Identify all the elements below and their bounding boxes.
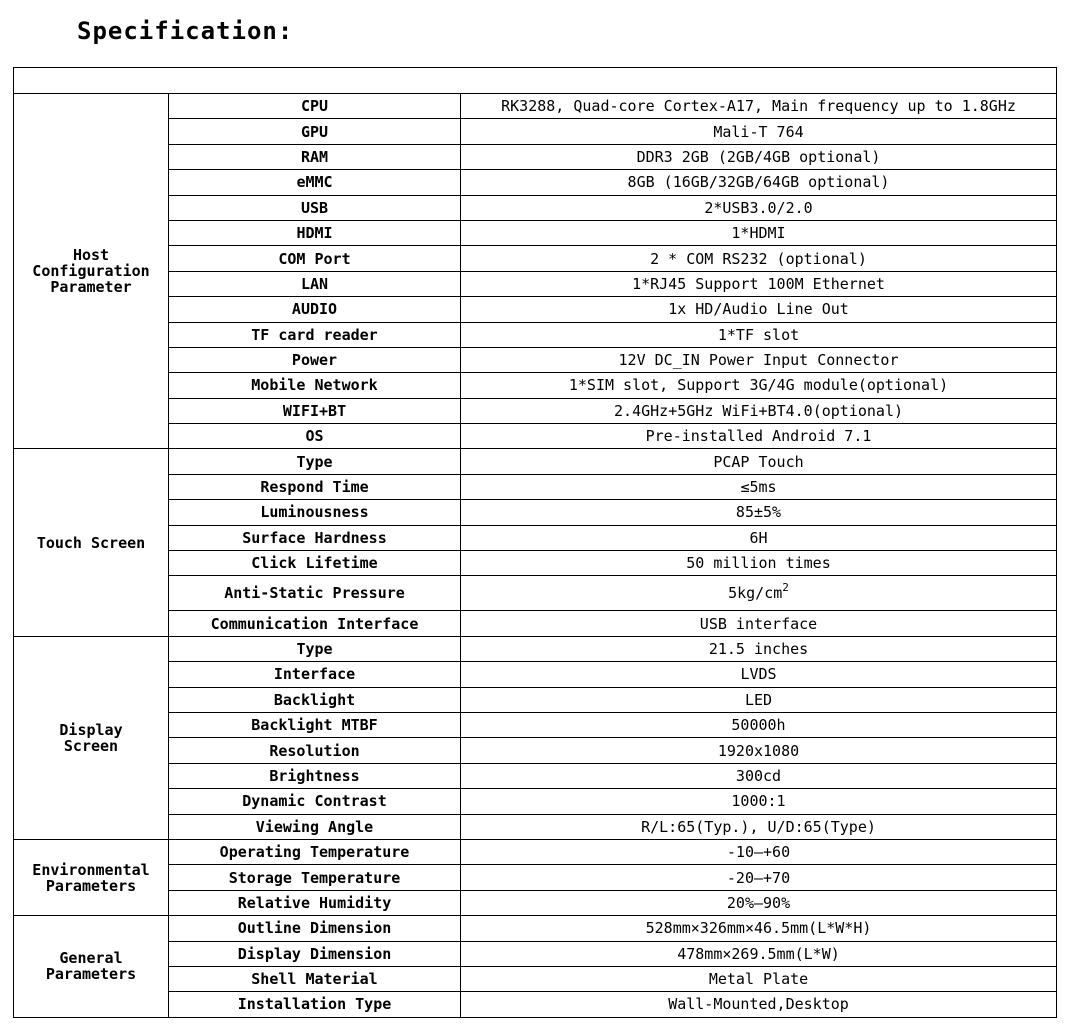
parameter-value-text: 1920x1080 (717, 741, 800, 760)
table-row (14, 789, 1057, 814)
section-label-line: Screen (63, 736, 119, 755)
parameter-value (461, 449, 1057, 474)
parameter-value-text: LVDS (740, 665, 777, 684)
table-row (14, 474, 1057, 499)
parameter-value-text: 50000h (731, 716, 786, 735)
table-row (14, 500, 1057, 525)
parameter-name: Display Dimension (169, 941, 461, 966)
parameter-name: Type (169, 449, 461, 474)
parameter-value (461, 500, 1057, 525)
specification-table (13, 67, 1057, 1018)
section-label-line: Configuration (32, 262, 150, 281)
parameter-value (461, 94, 1057, 119)
parameter-value-text: 5kg/cm (728, 584, 783, 603)
table-row (14, 738, 1057, 763)
parameter-value (461, 687, 1057, 712)
parameter-value (461, 170, 1057, 195)
parameter-name: Type (169, 636, 461, 661)
parameter-name: TF card reader (169, 322, 461, 347)
parameter-name: Surface Hardness (169, 525, 461, 550)
parameter-value (461, 271, 1057, 296)
section-label-line: Parameters (45, 876, 137, 895)
parameter-value (461, 992, 1057, 1017)
parameter-value-text: 50 million times (686, 554, 831, 573)
parameter-value (461, 144, 1057, 169)
section-label (14, 839, 169, 915)
table-row (14, 271, 1057, 296)
parameter-value-text: 300cd (735, 766, 782, 785)
table-row (14, 144, 1057, 169)
parameter-value (461, 424, 1057, 449)
table-header-row (14, 68, 1057, 94)
parameter-value (461, 525, 1057, 550)
parameter-name: Backlight MTBF (169, 712, 461, 737)
parameter-value-text: 20%—90% (726, 893, 791, 912)
table-row (14, 424, 1057, 449)
table-row (14, 322, 1057, 347)
parameter-value (461, 636, 1057, 661)
parameter-name: Backlight (169, 687, 461, 712)
parameter-value-text: 2.4GHz+5GHz WiFi+BT4.0(optional) (614, 401, 903, 420)
parameter-value-text: 21.5 inches (708, 640, 809, 658)
parameter-value (461, 763, 1057, 788)
parameter-name: Respond Time (169, 474, 461, 499)
parameter-value-text: 2*USB3.0/2.0 (704, 198, 813, 217)
parameter-value-text: ≤5ms (740, 478, 777, 497)
section-label (14, 94, 169, 449)
parameter-name: Installation Type (169, 992, 461, 1017)
parameter-name: Anti-Static Pressure (169, 576, 461, 611)
parameter-name: WIFI+BT (169, 398, 461, 423)
parameter-name: Storage Temperature (169, 865, 461, 890)
parameter-value-text: 528mm×326mm×46.5mm(L*W*H) (645, 919, 872, 938)
parameter-name: Communication Interface (169, 611, 461, 636)
parameter-value (461, 738, 1057, 763)
parameter-value-text: 6H (749, 528, 768, 547)
table-row (14, 170, 1057, 195)
table-row (14, 347, 1057, 372)
table-header-cell (14, 68, 1057, 94)
table-row (14, 297, 1057, 322)
table-row (14, 195, 1057, 220)
section-label-line: Environmental (32, 860, 150, 879)
parameter-name: Operating Temperature (169, 839, 461, 864)
parameter-value (461, 941, 1057, 966)
parameter-value-text: Metal Plate (708, 970, 809, 989)
parameter-value-text: 478mm×269.5mm(L*W) (677, 944, 840, 963)
parameter-value (461, 297, 1057, 322)
section-label (14, 916, 169, 1018)
parameter-value-text: LED (744, 690, 773, 709)
parameter-name: Brightness (169, 763, 461, 788)
parameter-value (461, 474, 1057, 499)
parameter-name: Mobile Network (169, 373, 461, 398)
parameter-value-text: 1*SIM slot, Support 3G/4G module(optional) (568, 376, 949, 395)
parameter-name: Dynamic Contrast (169, 789, 461, 814)
table-row (14, 636, 1057, 661)
table-row (14, 525, 1057, 550)
parameter-value-text: 1000:1 (731, 792, 786, 811)
parameter-value (461, 576, 1057, 611)
parameter-value (461, 916, 1057, 941)
parameter-name: Power (169, 347, 461, 372)
table-row (14, 94, 1057, 119)
section-label-line: Parameter (50, 278, 132, 297)
parameter-value (461, 890, 1057, 915)
table-row (14, 246, 1057, 271)
parameter-value-text: DDR3 2GB (2GB/4GB optional) (636, 147, 881, 166)
parameter-value (461, 966, 1057, 991)
parameter-value-text: 12V DC_IN Power Input Connector (618, 351, 899, 370)
section-label (14, 636, 169, 839)
parameter-name: Viewing Angle (169, 814, 461, 839)
parameter-value (461, 398, 1057, 423)
table-row (14, 373, 1057, 398)
parameter-value-text: USB interface (699, 614, 818, 633)
parameter-value (461, 246, 1057, 271)
parameter-name: AUDIO (169, 297, 461, 322)
parameter-value-text: -20—+70 (726, 868, 791, 887)
parameter-value (461, 551, 1057, 576)
table-row (14, 992, 1057, 1017)
section-label (14, 449, 169, 636)
parameter-value-text: 1*HDMI (731, 224, 786, 243)
parameter-name: COM Port (169, 246, 461, 271)
parameter-name: CPU (169, 94, 461, 119)
table-row (14, 220, 1057, 245)
table-row (14, 398, 1057, 423)
parameter-value (461, 789, 1057, 814)
section-label-line: General (59, 949, 123, 968)
section-label-line: Host (72, 246, 110, 265)
parameter-value-text: 2 * COM RS232 (optional) (650, 249, 867, 268)
parameter-value (461, 373, 1057, 398)
parameter-name: HDMI (169, 220, 461, 245)
parameter-value (461, 220, 1057, 245)
table-row (14, 576, 1057, 611)
parameter-value-text: 8GB (16GB/32GB/64GB optional) (627, 173, 890, 192)
parameter-value-text: Mali-T 764 (713, 122, 804, 141)
table-row (14, 662, 1057, 687)
parameter-value-text: Pre-installed Android 7.1 (645, 427, 872, 446)
table-row (14, 941, 1057, 966)
parameter-value-text: PCAP Touch (713, 452, 804, 471)
parameter-name: Click Lifetime (169, 551, 461, 576)
parameter-value (461, 662, 1057, 687)
parameter-value (461, 839, 1057, 864)
section-label-line: Display (59, 720, 123, 739)
table-row (14, 119, 1057, 144)
table-row (14, 839, 1057, 864)
parameter-value (461, 712, 1057, 737)
table-row (14, 712, 1057, 737)
parameter-name: OS (169, 424, 461, 449)
parameter-value (461, 322, 1057, 347)
table-row (14, 551, 1057, 576)
section-label-line: Parameters (45, 965, 137, 984)
table-row (14, 611, 1057, 636)
section-label-line: Touch Screen (36, 533, 146, 552)
parameter-value (461, 347, 1057, 372)
parameter-value-text: 85±5% (735, 503, 782, 522)
parameter-value (461, 195, 1057, 220)
page-title: Specification: (77, 17, 294, 45)
parameter-name: GPU (169, 119, 461, 144)
table-row (14, 966, 1057, 991)
parameter-value-text: 1*TF slot (717, 325, 800, 344)
parameter-value-text: R/L:65(Typ.), U/D:65(Type) (641, 817, 876, 836)
parameter-value-text: RK3288, Quad-core Cortex-A17, Main frequency up to 1.8GHz (501, 97, 1016, 116)
parameter-name: Interface (169, 662, 461, 687)
parameter-value (461, 814, 1057, 839)
table-row (14, 687, 1057, 712)
parameter-name: eMMC (169, 170, 461, 195)
parameter-name: Shell Material (169, 966, 461, 991)
table-row (14, 916, 1057, 941)
parameter-name: USB (169, 195, 461, 220)
parameter-name: Luminousness (169, 500, 461, 525)
table-row (14, 890, 1057, 915)
parameter-value (461, 611, 1057, 636)
parameter-value-text: -10—+60 (726, 843, 791, 862)
superscript-exponent: 2 (782, 581, 789, 595)
parameter-name: Resolution (169, 738, 461, 763)
parameter-name: RAM (169, 144, 461, 169)
parameter-name: Outline Dimension (169, 916, 461, 941)
parameter-name: Relative Humidity (169, 890, 461, 915)
parameter-value-text: 1*RJ45 Support 100M Ethernet (632, 274, 885, 293)
parameter-value (461, 119, 1057, 144)
table-row (14, 763, 1057, 788)
table-row (14, 865, 1057, 890)
parameter-value-text: 1x HD/Audio Line Out (668, 300, 849, 319)
table-row (14, 449, 1057, 474)
parameter-name: LAN (169, 271, 461, 296)
parameter-value (461, 865, 1057, 890)
table-row (14, 814, 1057, 839)
parameter-value-text: Wall-Mounted,Desktop (668, 995, 849, 1014)
